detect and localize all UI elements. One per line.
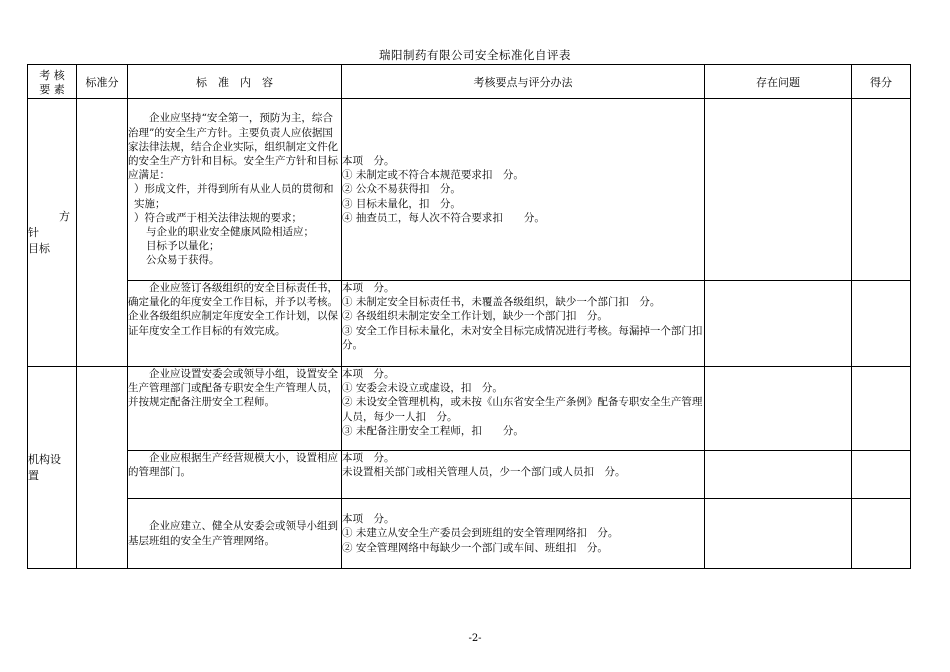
requirement-text: 企业应坚持“安全第一，预防为主，综合治理”的安全生产方针。主要负责人应依据国家法律法规，结合企业实际，组织制定文件化的安全生产方针和目标。安全生产方针和目标应满足： — [128, 112, 338, 182]
criteria-cell — [342, 367, 705, 451]
problems-cell[interactable] — [705, 99, 852, 281]
criteria-text: ② 安全管理网络中每缺少一个部门或车间、班组扣 分。 — [342, 541, 608, 554]
criteria-text: ③ 未配备注册安全工程师，扣 分。 — [342, 424, 524, 437]
header-requirement: 标 准 内 容 — [128, 65, 342, 99]
criteria-text: ① 未建立从安全生产委员会到班组的安全管理网络扣 分。 — [342, 527, 619, 540]
criteria-text: ③ 目标未量化，扣 分。 — [342, 197, 461, 210]
section-element-organization — [28, 367, 77, 569]
score-cell[interactable] — [852, 499, 911, 569]
requirement-text: 企业应设置安委会或领导小组，设置安全生产管理部门或配备专职安全生产管理人员，并按规定配备注册安全工程师。 — [128, 368, 338, 409]
criteria-text: 本项 分。 — [342, 368, 395, 380]
header-element-line1: 考 核 — [39, 68, 65, 82]
criteria-text: 本项 分。 — [342, 452, 395, 464]
requirement-text: 企业应签订各级组织的安全目标责任书，确定量化的年度安全工作目标，并予以考核。企业各级组织应制定年度安全工作计划，以保证年度安全工作目标的有效完成。 — [128, 282, 338, 337]
element-text: 针 — [28, 225, 39, 239]
problems-cell[interactable] — [705, 499, 852, 569]
score-cell[interactable] — [852, 451, 911, 499]
page-number: -2- — [468, 633, 482, 644]
criteria-text: ② 各级组织未制定安全工作计划，缺少一个部门扣 分。 — [342, 310, 608, 323]
self-evaluation-table — [27, 64, 911, 569]
problems-cell[interactable] — [705, 451, 852, 499]
criteria-cell — [342, 99, 705, 281]
criteria-text: ② 公众不易获得扣 分。 — [342, 183, 461, 196]
criteria-text: 本项 分。 — [342, 513, 395, 526]
criteria-text: ① 安委会未设立或虚设，扣 分。 — [342, 382, 503, 395]
standard-score-cell — [77, 367, 128, 569]
requirement-cell — [128, 99, 342, 281]
table-row — [28, 499, 911, 569]
criteria-text: ② 未设安全管理机构，或未按《山东省安全生产条例》配备专职安全生产管理人员，每少一人扣 分。 — [342, 396, 703, 423]
requirement-cell — [128, 367, 342, 451]
requirement-text: ）符合或严于相关法律法规的要求； — [134, 211, 302, 224]
criteria-text: ④ 抽查员工，每人次不符合要求扣 分。 — [342, 211, 545, 224]
element-text: 机构设 — [28, 452, 61, 466]
table-header-row — [28, 65, 911, 99]
score-cell[interactable] — [852, 367, 911, 451]
header-criteria: 考核要点与评分办法 — [342, 65, 705, 99]
table-row — [28, 281, 911, 367]
requirement-cell — [128, 499, 342, 569]
header-element-line2: 要 素 — [39, 82, 65, 96]
criteria-text: ③ 安全工作目标未量化，未对安全目标完成情况进行考核。每漏掉一个部门扣 分。 — [342, 324, 713, 351]
score-cell[interactable] — [852, 281, 911, 367]
element-text: 置 — [28, 468, 39, 482]
table-row — [28, 99, 911, 281]
criteria-text: 未设置相关部门或相关管理人员，少一个部门或人员扣 分。 — [342, 466, 626, 479]
standard-score-cell — [77, 99, 128, 367]
criteria-text: 本项 分。 — [342, 154, 395, 167]
requirement-text: 企业应建立、健全从安委会或领导小组到基层班组的安全生产管理网络。 — [128, 520, 338, 547]
table-row — [28, 367, 911, 451]
header-element — [28, 65, 77, 99]
requirement-cell — [128, 281, 342, 367]
requirement-text: 企业应根据生产经营规模大小，设置相应的管理部门。 — [128, 452, 338, 479]
requirement-text: 与企业的职业安全健康风险相适应； — [146, 226, 314, 238]
requirement-cell — [128, 451, 342, 499]
problems-cell[interactable] — [705, 281, 852, 367]
requirement-text: ）形成文件，并得到所有从业人员的贯彻和实施； — [134, 183, 334, 210]
criteria-cell — [342, 281, 713, 367]
header-score: 得分 — [852, 65, 911, 99]
element-text: 方 — [59, 209, 70, 223]
criteria-text: ① 未制定或不符合本规范要求扣 分。 — [342, 169, 524, 182]
document-title: 瑞阳制药有限公司安全标准化自评表 — [379, 48, 571, 62]
requirement-text: 公众易于获得。 — [146, 254, 220, 267]
header-standard-score: 标准分 — [77, 65, 128, 99]
criteria-text: ① 未制定安全目标责任书，未覆盖各级组织，缺少一个部门扣 分。 — [342, 296, 661, 309]
criteria-text: 本项 分。 — [342, 282, 395, 294]
criteria-cell — [342, 499, 705, 569]
element-text: 目标 — [28, 241, 50, 255]
criteria-cell — [342, 451, 705, 499]
requirement-text: 目标予以量化； — [146, 240, 220, 253]
section-element-policy — [28, 99, 77, 367]
problems-cell[interactable] — [705, 367, 852, 451]
header-problems: 存在问题 — [705, 65, 852, 99]
score-cell[interactable] — [852, 99, 911, 281]
table-row — [28, 451, 911, 499]
